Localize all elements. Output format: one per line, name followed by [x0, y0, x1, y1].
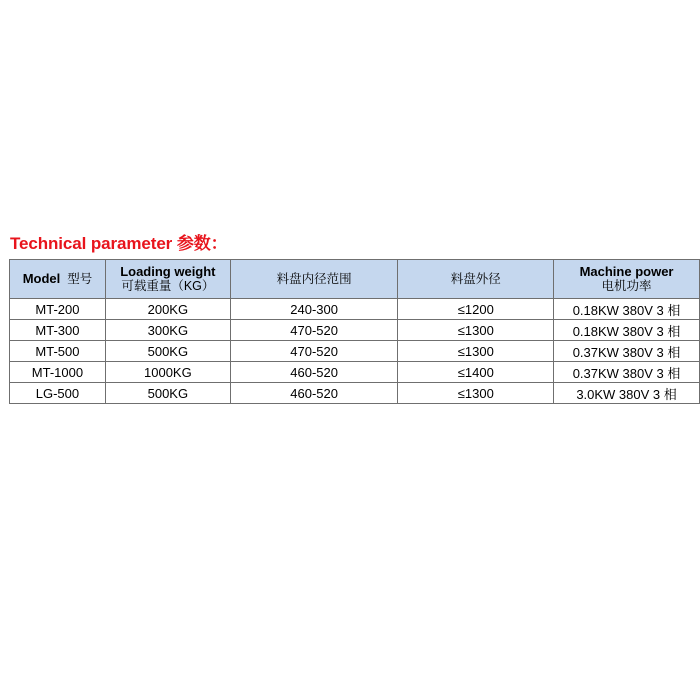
cell-model: MT-300 [10, 320, 106, 341]
section-title-cn: 参数： [176, 234, 228, 253]
cell-model: MT-1000 [10, 362, 106, 383]
header-machine-power [554, 260, 700, 299]
cell-loading-weight: 1000KG [105, 362, 230, 383]
table-row [10, 299, 700, 320]
header-loading-weight [105, 260, 230, 299]
header-inner-diameter-cn: 料盘内径范围 [276, 271, 352, 286]
cell-loading-weight: 300KG [105, 320, 230, 341]
cell-loading-weight: 500KG [105, 383, 230, 404]
header-inner-diameter [230, 260, 398, 299]
table-header [10, 260, 700, 299]
cell-machine-power: 0.37KW 380V 3 相 [554, 362, 700, 383]
technical-parameter-table [9, 259, 700, 404]
table-row [10, 362, 700, 383]
section-title-en: Technical parameter [10, 234, 173, 253]
cell-model: MT-500 [10, 341, 106, 362]
cell-model: LG-500 [10, 383, 106, 404]
header-model-en: Model [22, 271, 61, 286]
cell-outer-diameter: ≤1400 [398, 362, 554, 383]
header-model [10, 260, 106, 299]
cell-machine-power: 0.37KW 380V 3 相 [554, 341, 700, 362]
cell-loading-weight: 500KG [105, 341, 230, 362]
header-row [10, 260, 700, 299]
cell-outer-diameter: ≤1200 [398, 299, 554, 320]
cell-machine-power: 3.0KW 380V 3 相 [554, 383, 700, 404]
header-loading-weight-cn: 可载重量（KG） [121, 279, 215, 293]
cell-outer-diameter: ≤1300 [398, 341, 554, 362]
cell-inner-diameter: 470-520 [230, 320, 398, 341]
section-title [10, 229, 228, 254]
cell-inner-diameter: 460-520 [230, 362, 398, 383]
header-outer-diameter-cn: 料盘外径 [450, 271, 501, 286]
cell-outer-diameter: ≤1300 [398, 320, 554, 341]
header-machine-power-cn: 电机功率 [601, 279, 652, 293]
table-body [10, 299, 700, 404]
header-model-cn: 型号 [67, 272, 93, 286]
cell-inner-diameter: 470-520 [230, 341, 398, 362]
header-outer-diameter [398, 260, 554, 299]
cell-outer-diameter: ≤1300 [398, 383, 554, 404]
cell-model: MT-200 [10, 299, 106, 320]
cell-inner-diameter: 240-300 [230, 299, 398, 320]
cell-machine-power: 0.18KW 380V 3 相 [554, 299, 700, 320]
cell-loading-weight: 200KG [105, 299, 230, 320]
cell-inner-diameter: 460-520 [230, 383, 398, 404]
header-loading-weight-en: Loading weight [120, 264, 216, 279]
header-machine-power-en: Machine power [579, 264, 674, 279]
table-row [10, 341, 700, 362]
table-row [10, 383, 700, 404]
table-row [10, 320, 700, 341]
cell-machine-power: 0.18KW 380V 3 相 [554, 320, 700, 341]
